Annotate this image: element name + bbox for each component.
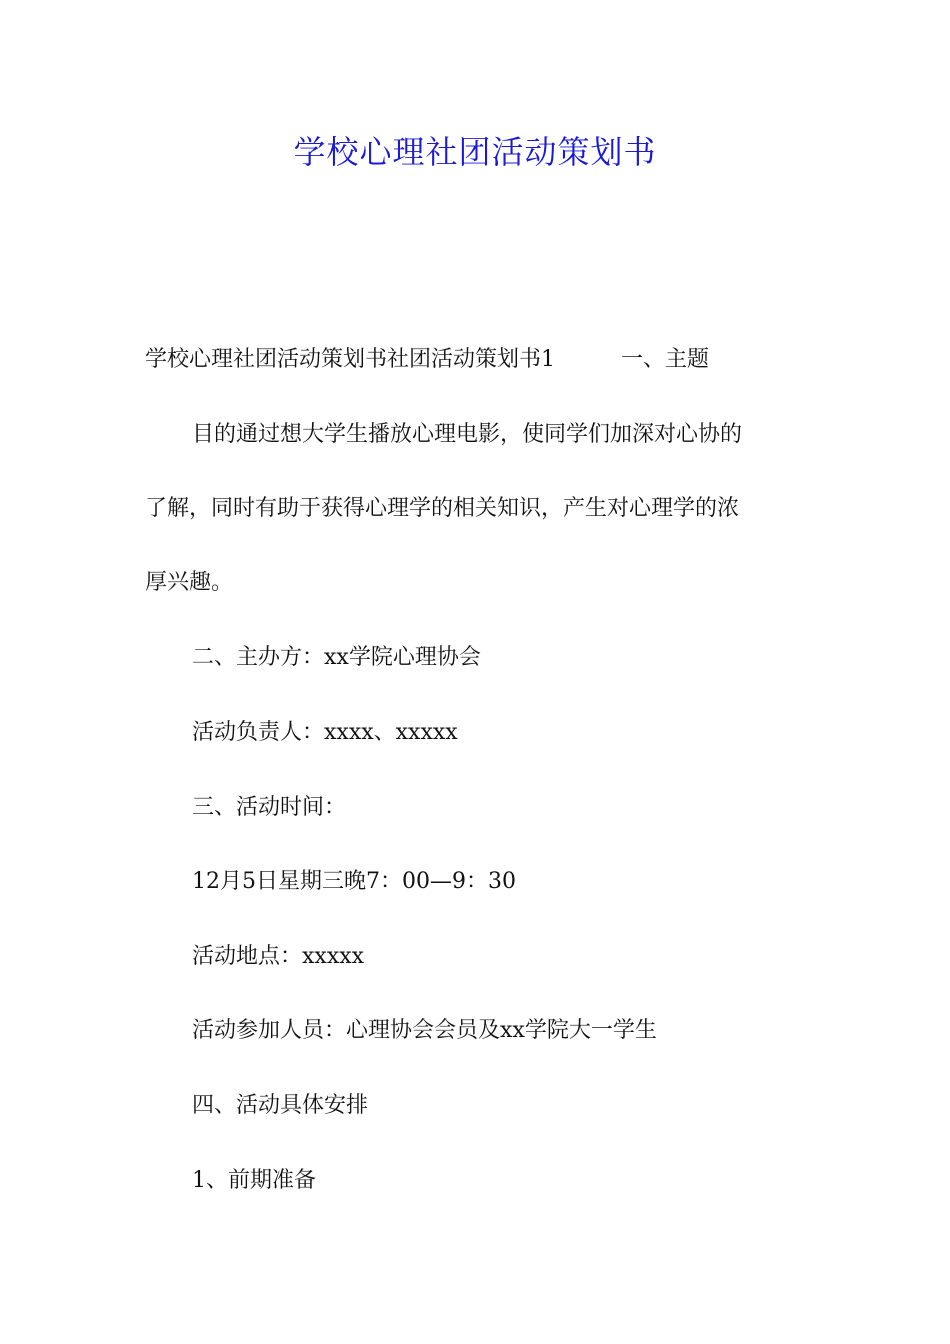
leader-line: 活动负责人：xxxx、xxxxx (192, 720, 458, 745)
heading-line-right: 一、主题 (621, 347, 710, 372)
participants-line: 活动参加人员：心理协会会员及xx学院大一学生 (192, 1018, 657, 1043)
location-line: 活动地点：xxxxx (192, 944, 365, 969)
purpose-line-2: 了解，同时有助于获得心理学的相关知识，产生对心理学的浓 (145, 496, 740, 521)
time-value: 12月5日星期三晚7：00—9：30 (192, 869, 516, 894)
purpose-line-3: 厚兴趣。 (145, 570, 234, 595)
heading-line-left: 学校心理社团活动策划书社团活动策划书1 (145, 347, 555, 372)
purpose-line-1: 目的通过想大学生播放心理电影，使同学们加深对心协的 (192, 422, 743, 447)
organizer-line: 二、主办方：xx学院心理协会 (192, 645, 481, 670)
schedule-heading: 四、活动具体安排 (192, 1093, 369, 1118)
time-heading: 三、活动时间： (192, 795, 347, 820)
heading-line (145, 345, 815, 375)
document-title: 学校心理社团活动策划书 (293, 133, 657, 171)
prep-heading: 1、前期准备 (192, 1168, 316, 1193)
